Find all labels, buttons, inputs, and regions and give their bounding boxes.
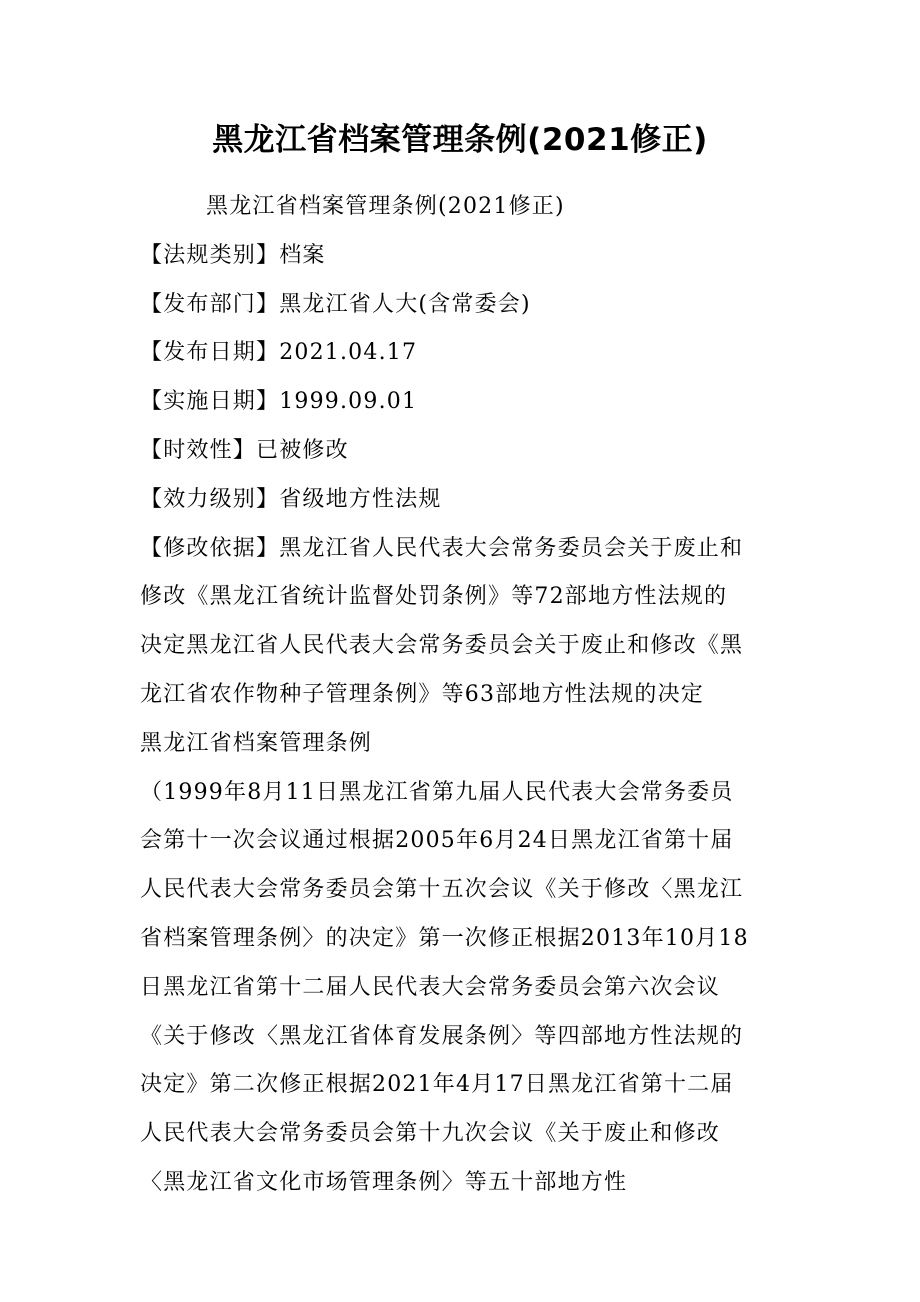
metadata-level: 【效力级别】省级地方性法规 bbox=[140, 486, 442, 512]
paragraph-line: 龙江省农作物种子管理条例》等63部地方性法规的决定 bbox=[140, 681, 704, 707]
paragraph-line: 日黑龙江省第十二届人民代表大会常务委员会第六次会议 bbox=[140, 974, 721, 1000]
paragraph-line: 省档案管理条例〉的决定》第一次修正根据2013年10月18 bbox=[140, 925, 749, 951]
paragraph-line: （1999年8月11日黑龙江省第九届人民代表大会常务委员 bbox=[140, 779, 734, 805]
paragraph-line: 会第十一次会议通过根据2005年6月24日黑龙江省第十届 bbox=[140, 828, 734, 854]
paragraph-line: 〈黑龙江省文化市场管理条例〉等五十部地方性 bbox=[140, 1169, 628, 1195]
metadata-issuer: 【发布部门】黑龙江省人大(含常委会) bbox=[140, 291, 531, 317]
document-title: 黑龙江省档案管理条例(2021修正) bbox=[212, 122, 708, 158]
document-body bbox=[140, 183, 785, 1208]
metadata-effective-date: 【实施日期】1999.09.01 bbox=[140, 389, 418, 415]
paragraph-line: 人民代表大会常务委员会第十五次会议《关于修改〈黑龙江 bbox=[140, 877, 744, 903]
paragraph-line: 决定黑龙江省人民代表大会常务委员会关于废止和修改《黑 bbox=[140, 633, 744, 659]
paragraph-line: 决定》第二次修正根据2021年4月17日黑龙江省第十二届 bbox=[140, 1072, 734, 1098]
metadata-category: 【法规类别】档案 bbox=[140, 242, 326, 268]
subtitle-line: 黑龙江省档案管理条例(2021修正) bbox=[206, 194, 565, 219]
paragraph-line: 修改《黑龙江省统计监督处罚条例》等72部地方性法规的 bbox=[140, 584, 728, 610]
metadata-publish-date: 【发布日期】2021.04.17 bbox=[140, 340, 418, 366]
metadata-amendment-basis: 【修改依据】黑龙江省人民代表大会常务委员会关于废止和 bbox=[140, 535, 744, 561]
paragraph-line: 《关于修改〈黑龙江省体育发展条例〉等四部地方性法规的 bbox=[140, 1023, 744, 1049]
metadata-validity: 【时效性】已被修改 bbox=[140, 437, 349, 463]
section-heading: 黑龙江省档案管理条例 bbox=[140, 730, 373, 756]
paragraph-line: 人民代表大会常务委员会第十九次会议《关于废止和修改 bbox=[140, 1121, 721, 1147]
